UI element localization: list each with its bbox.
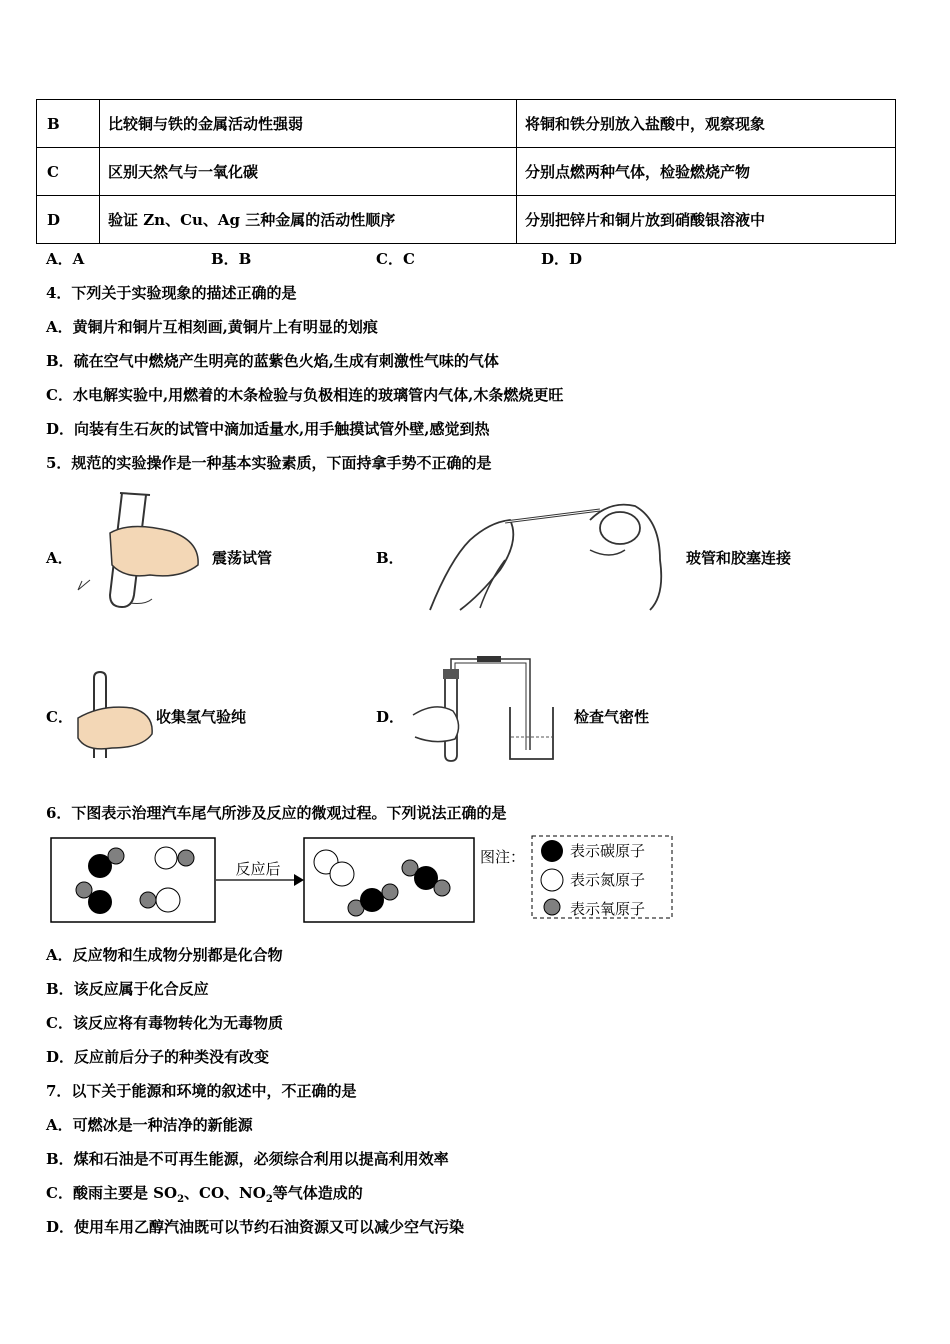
- q5-letter: D．: [376, 708, 405, 726]
- legend-carbon: 表示碳原子: [570, 842, 646, 860]
- option-text: 、CO、NO: [184, 1184, 266, 1202]
- reactants-box: [51, 838, 215, 922]
- q5-letter: A．: [46, 549, 73, 567]
- q6-stem: 6．下图表示治理汽车尾气所涉及反应的微观过程。下列说法正确的是: [46, 804, 507, 822]
- carbon-atom: [360, 888, 384, 912]
- legend-nitrogen: 表示氮原子: [570, 871, 646, 889]
- nitrogen-atom: [155, 847, 177, 869]
- q6-option: B．该反应属于化合反应: [46, 980, 209, 998]
- arrow-head: [294, 874, 304, 886]
- oxygen-atom: [382, 884, 398, 900]
- oxygen-atom: [140, 892, 156, 908]
- row-key: C: [37, 148, 100, 196]
- q6-option: D．反应前后分子的种类没有改变: [46, 1048, 270, 1066]
- oxygen-atom: [434, 880, 450, 896]
- oxygen-atom: [108, 848, 124, 864]
- shake-test-tube-illustration: [70, 485, 210, 615]
- q3-answers: [46, 248, 706, 269]
- oxygen-atom: [76, 882, 92, 898]
- hydrogen-purity-illustration: [72, 668, 157, 763]
- q7-option: D．使用车用乙醇汽油既可以节约石油资源又可以减少空气污染: [46, 1218, 465, 1236]
- answer-option: B．B: [211, 250, 252, 268]
- q5-caption: 玻管和胶塞连接: [686, 549, 792, 567]
- q6-option: A．反应物和生成物分别都是化合物: [46, 946, 283, 964]
- arrow-label: 反应后: [235, 860, 281, 878]
- options-table: [36, 99, 896, 244]
- row-purpose: 区别天然气与一氧化碳: [100, 148, 517, 196]
- legend-oxygen: 表示氧原子: [570, 900, 646, 918]
- subscript: 2: [265, 1194, 273, 1205]
- row-method: 分别点燃两种气体，检验燃烧产物: [517, 148, 896, 196]
- answer-option: A．A: [46, 250, 85, 268]
- table-row: [37, 148, 896, 196]
- row-purpose: 比较铜与铁的金属活动性强弱: [100, 100, 517, 148]
- q7-stem: 7．以下关于能源和环境的叙述中，不正确的是: [46, 1082, 357, 1100]
- q4-option: D．向装有生石灰的试管中滴加适量水,用手触摸试管外壁,感觉到热: [46, 420, 490, 438]
- q5-caption: 收集氢气验纯: [156, 708, 247, 726]
- row-method: 分别把锌片和铜片放到硝酸银溶液中: [517, 196, 896, 244]
- table-row: [37, 100, 896, 148]
- q4-option: C．水电解实验中,用燃着的木条检验与负极相连的玻璃管内气体,木条燃烧更旺: [46, 386, 564, 404]
- table-row: [37, 196, 896, 244]
- q7-option-c: [46, 1182, 363, 1205]
- q5-stem: 5．规范的实验操作是一种基本实验素质，下面持拿手势不正确的是: [46, 454, 492, 472]
- subscript: 2: [177, 1194, 185, 1205]
- nitrogen-atom: [330, 862, 354, 886]
- legend-title: 图注：: [480, 848, 526, 866]
- option-text: C．酸雨主要是 SO: [46, 1184, 178, 1202]
- q5-caption: 震荡试管: [212, 549, 273, 567]
- row-purpose: 验证 Zn、Cu、Ag 三种金属的活动性顺序: [100, 196, 517, 244]
- answer-option: C．C: [376, 250, 415, 268]
- answer-option: D．D: [541, 250, 583, 268]
- nitrogen-atom: [156, 888, 180, 912]
- carbon-legend-icon: [541, 840, 563, 862]
- row-key: B: [37, 100, 100, 148]
- q5-letter: C．: [46, 708, 73, 726]
- q6-option: C．该反应将有毒物转化为无毒物质: [46, 1014, 283, 1032]
- q4-option: A．黄铜片和铜片互相刻画,黄铜片上有明显的划痕: [46, 318, 378, 336]
- row-key: D: [37, 196, 100, 244]
- q4-stem: 4．下列关于实验现象的描述正确的是: [46, 284, 297, 302]
- reaction-diagram: [50, 834, 680, 926]
- q5-caption: 检查气密性: [574, 708, 650, 726]
- option-text: 等气体造成的: [272, 1184, 363, 1202]
- carbon-atom: [88, 890, 112, 914]
- nitrogen-legend-icon: [541, 869, 563, 891]
- oxygen-legend-icon: [544, 899, 560, 915]
- q7-option: A．可燃冰是一种洁净的新能源: [46, 1116, 253, 1134]
- oxygen-atom: [178, 850, 194, 866]
- q4-option: B．硫在空气中燃烧产生明亮的蓝紫色火焰,生成有刺激性气味的气体: [46, 352, 499, 370]
- q5-letter: B．: [376, 549, 404, 567]
- tube-stopper-illustration: [420, 500, 680, 615]
- row-method: 将铜和铁分别放入盐酸中，观察现象: [517, 100, 896, 148]
- q7-option: B．煤和石油是不可再生能源，必须综合利用以提高利用效率: [46, 1150, 449, 1168]
- airtightness-check-illustration: [405, 655, 565, 763]
